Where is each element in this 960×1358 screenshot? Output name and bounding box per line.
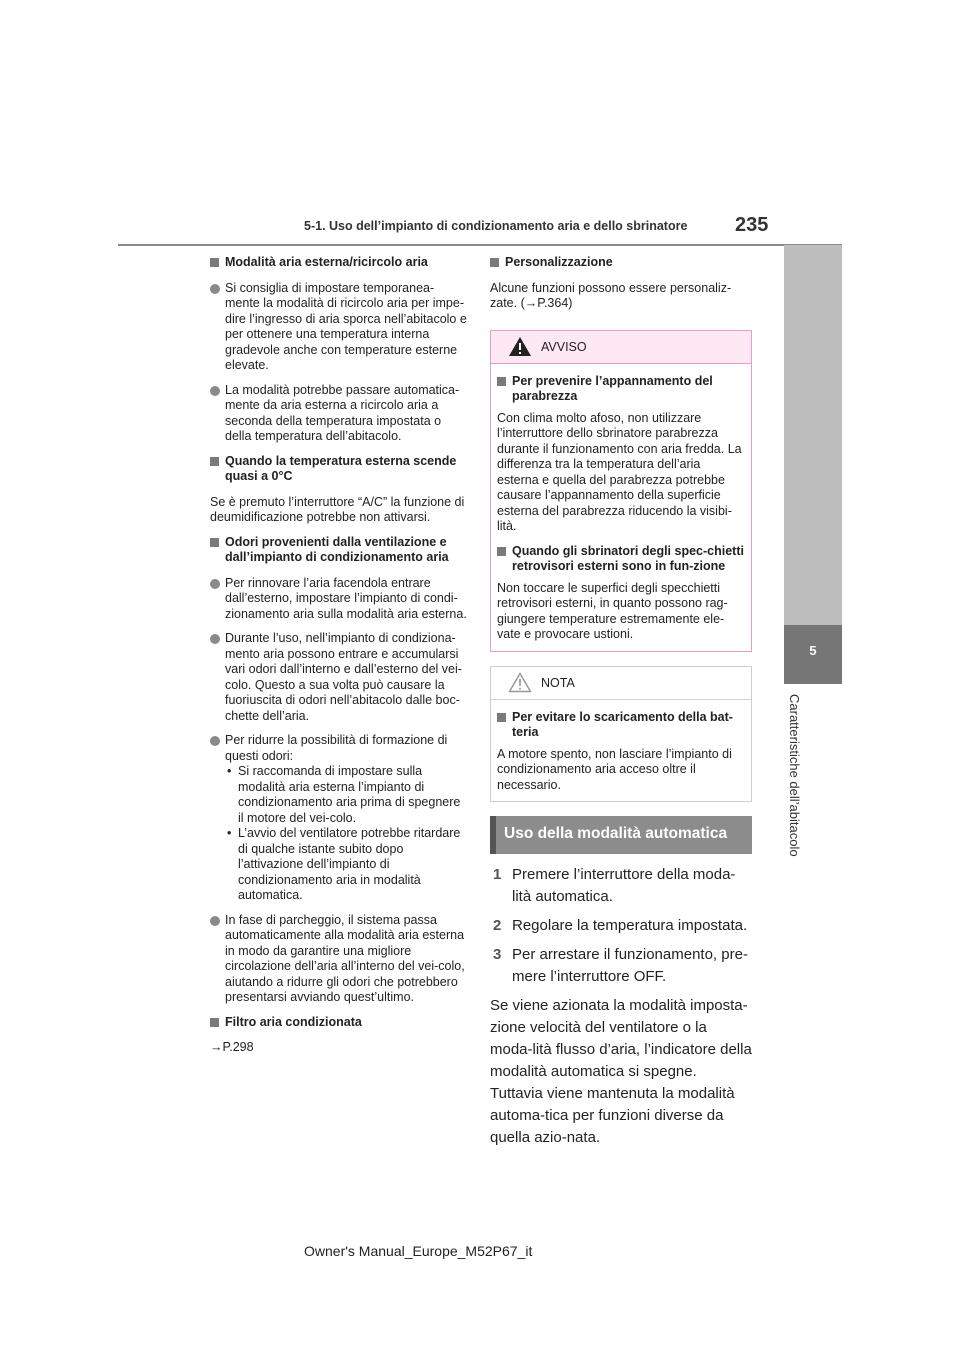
circle-bullet-icon [210, 579, 220, 589]
chapter-label-wrap [787, 694, 807, 872]
paragraph: Se è premuto l’interruttore “A/C” la funzione di deumidificazione potrebbe non attivarsi. [210, 494, 465, 524]
note-paragraph: A motore spento, non lasciare l’impianto di condizionamento aria acceso oltre il necessario. [497, 746, 732, 792]
note-body [491, 700, 751, 802]
note-heading: Per evitare lo scaricamento della bat-teria [497, 710, 745, 741]
warning-paragraph: Non toccare le superfici degli specchietti retrovisori esterni, in quanto possono rag-giungere temperature estremamente ele-vate e provocare ustioni. [497, 580, 728, 641]
step-item: 2 Regolare la temperatura impostata. [493, 917, 748, 934]
square-bullet-icon [497, 377, 506, 386]
heading-air-filter: Filtro aria condizionata [210, 1015, 468, 1031]
right-column [490, 255, 752, 1149]
heading-customization: Personalizzazione [490, 255, 752, 271]
sub-bullet-mark: • [227, 826, 232, 840]
heading-low-temperature: Quando la temperatura esterna scende quasi a 0°C [210, 454, 468, 485]
square-bullet-icon [497, 547, 506, 556]
bullet-item: Per ridurre la possibilità di formazione di questi odori: • Si raccomanda di impostare sulla modalità aria esterna l’impianto di condizionamento aria prima di spegnere il motore del vei-colo. • L’avvio del ventilatore potrebbe ritardare di qualche istante subito dopo l’attivazione dell’impianto di condizionamento aria in modalità automatica. [210, 733, 468, 904]
section-heading [490, 816, 752, 854]
circle-bullet-icon [210, 916, 220, 926]
heading-air-mode: Modalità aria esterna/ricircolo aria [210, 255, 468, 271]
closing-paragraph: Se viene azionata la modalità imposta-zione velocità del ventilatore o la moda-lità flusso d’aria, l’indicatore della modalità automatica si spegne. Tuttavia viene mantenuta la modalità automa-tica per funzioni diverse da quella azio-nata. [490, 997, 752, 1146]
warning-body [491, 364, 751, 651]
chapter-number: 5 [809, 643, 817, 658]
bullet-item: Per rinnovare l’aria facendola entrare dall’esterno, impostare l’impianto di condi-zionamento aria sulla modalità aria esterna. [210, 576, 468, 623]
square-bullet-icon [210, 538, 219, 547]
warning-paragraph: Con clima molto afoso, non utilizzare l’interruttore dello sbrinatore parabrezza durante il funzionamento con aria fredda. La differenza tra la temperatura dell’aria esterna e quella del parabrezza potrebbe causare l’appannamento della superficie esterna del parabrezza riducendo la visibi-lità. [497, 410, 742, 533]
side-tab-band [784, 245, 842, 625]
header-rule [118, 244, 842, 246]
note-header [491, 667, 751, 700]
bullet-item: In fase di parcheggio, il sistema passa automaticamente alla modalità aria esterna in modo da garantire una migliore circolazione dell’aria all’interno del vei-colo, aiutando a ridurre gli odori che potrebbero presentarsi avviando quest’ultimo. [210, 913, 468, 1006]
square-bullet-icon [210, 1018, 219, 1027]
bullet-item: Durante l’uso, nell’impianto di condiziona-mento aria possono entrare e accumularsi vari odori dall’interno e dall’esterno del vei-colo. Questo a sua volta può causare la fuoriuscita di odori nell’abitacolo dalle boc-chette dell’aria. [210, 631, 468, 724]
square-bullet-icon [210, 457, 219, 466]
caution-triangle-icon [508, 672, 532, 693]
note-title: NOTA [541, 675, 575, 690]
warning-heading: Per prevenire l’appannamento del parabrezza [497, 374, 745, 405]
page-number: 235 [735, 214, 769, 236]
warning-triangle-icon [508, 336, 532, 357]
circle-bullet-icon [210, 736, 220, 746]
circle-bullet-icon [210, 634, 220, 644]
heading-odors: Odori provenienti dalla ventilazione e dall’impianto di condizionamento aria [210, 535, 468, 566]
left-column [210, 255, 468, 1065]
chapter-label: Caratteristiche dell’abitacolo [787, 694, 802, 857]
bullet-item: La modalità potrebbe passare automatica-mente da aria esterna a ricircolo aria a seconda della temperatura impostata o della temperatura dell’abitacolo. [210, 383, 468, 445]
warning-header [491, 331, 751, 364]
square-bullet-icon [497, 713, 506, 722]
paragraph: Alcune funzioni possono essere personaliz-zate. (→P.364) [490, 280, 732, 310]
sub-bullet: • Si raccomanda di impostare sulla modalità aria esterna l’impianto di condizionamento aria prima di spegnere il motore del vei-colo. [227, 764, 461, 825]
section-title: Uso della modalità automatica [504, 825, 728, 842]
sub-bullet-mark: • [227, 764, 232, 778]
square-bullet-icon [490, 258, 499, 267]
circle-bullet-icon [210, 386, 220, 396]
warning-title: AVVISO [541, 339, 587, 354]
sub-bullet: • L’avvio del ventilatore potrebbe ritardare di qualche istante subito dopo l’attivazione dell’impianto di condizionamento aria in modalità automatica. [227, 826, 461, 902]
running-header-title: 5-1. Uso dell’impianto di condizionamento aria e dello sbrinatore [304, 219, 688, 233]
warning-box [490, 330, 752, 652]
step-item: 1 Premere l’interruttore della moda-lità automatica. [493, 866, 736, 905]
circle-bullet-icon [210, 284, 220, 294]
bullet-item: Si consiglia di impostare temporanea-mente la modalità di ricircolo aria per impe-dire l’ingresso di aria sporca nell’abitacolo e per ottenere una temperatura interna gradevole anche con temperature esterne elevate. [210, 281, 468, 374]
step-item: 3 Per arrestare il funzionamento, pre-mere l’interruttore OFF. [493, 946, 748, 985]
page-reference-link[interactable]: →P.298 [210, 1040, 254, 1054]
section-accent-bar [490, 816, 496, 854]
square-bullet-icon [210, 258, 219, 267]
warning-heading: Quando gli sbrinatori degli spec-chietti retrovisori esterni sono in fun-zione [497, 544, 745, 575]
note-box [490, 666, 752, 803]
footer-manual-id: Owner's Manual_Europe_M52P67_it [304, 1243, 533, 1259]
